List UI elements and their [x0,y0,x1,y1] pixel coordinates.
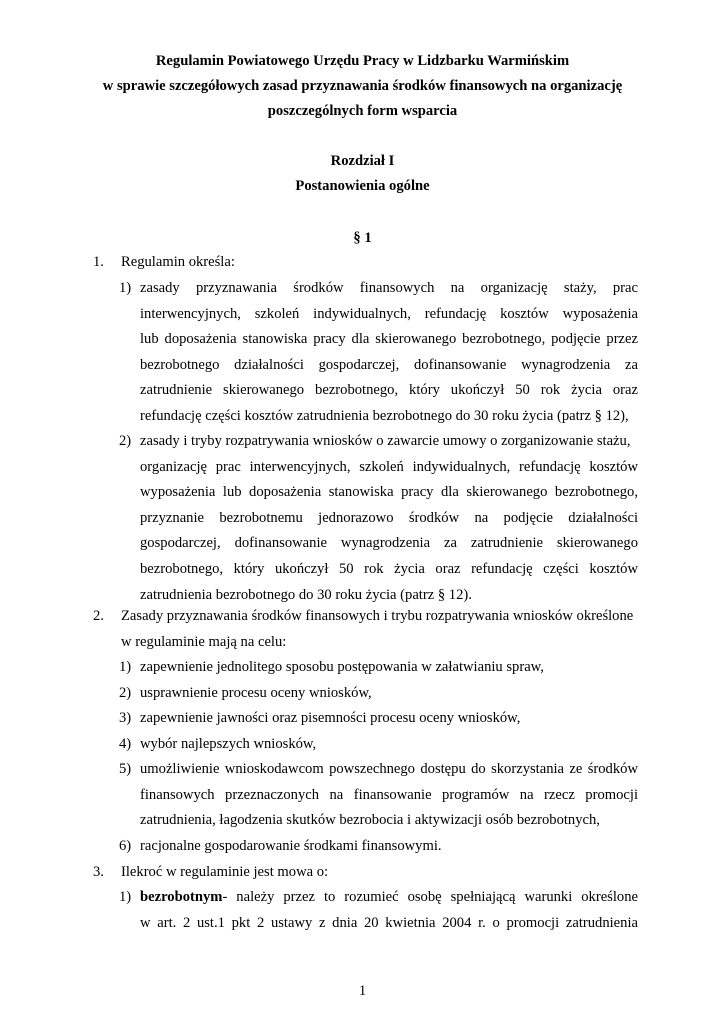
subitem-text: zapewnienie jednolitego sposobu postępowania w załatwianiu spraw, [140,659,544,675]
subitem-text: umożliwienie wnioskodawcom powszechnego dostępu do skorzystania ze środków finansowych przeznaczonych na finansowanie programów na rzecz promocji zatrudnienia, łagodzenia skutków bezrobocia i aktywizacji osób bezrobotnych, [140,761,638,829]
subitem-text: zasady przyznawania środków finansowych na organizację staży, prac interwencyjnych, szkoleń indywidualnych, refundację kosztów wyposażenia lub doposażenia stanowiska pracy dla skierowanego bezrobotnego, podjęcie przez bezrobotnego działalności gospodarczej, dofinansowanie wynagrodzenia za zatrudnienie skierowanego bezrobotnego, który ukończył 50 rok życia oraz refundację części kosztów zatrudnienia bezrobotnego do 30 roku życia (patrz § 12), [140,280,638,424]
subitem-text: zasady i tryby rozpatrywania wniosków o zawarcie umowy o zorganizowanie stażu, organizację prac interwencyjnych, szkoleń indywidualnych, refundację kosztów wyposażenia lub doposażenia stanowiska pracy dla skierowanego bezrobotnego, przyznanie bezrobotnemu jednorazowo środków na podjęcie działalności gospodarczej, dofinansowanie wynagrodzenia za zatrudnienie skierowanego bezrobotnego, który ukończył 50 rok życia oraz refundację części kosztów zatrudnienia bezrobotnego do 30 roku życia (patrz § 12). [140,433,638,603]
subitem-text: zapewnienie jawności oraz pisemności procesu oceny wniosków, [140,710,521,726]
subitem-text: usprawnienie procesu oceny wniosków, [140,685,372,701]
section-sign: § 1 [353,230,372,246]
chapter-heading [60,149,665,199]
subitem-number: 1) [119,889,132,905]
subitem-text: bezrobotnym- należy przez to rozumieć osobę spełniającą warunki określone w art. 2 ust.1 pkt 2 ustawy z dnia 20 kwietnia 2004 r. o promocji zatrudnienia [140,889,638,931]
page-number: 1 [358,983,367,999]
document-title [60,49,665,124]
item-text: Zasady przyznawania środków finansowych i trybu rozpatrywania wniosków określone w regulaminie mają na celu: [121,608,634,650]
subitem-number: 2) [119,685,132,701]
subitem-number: 5) [119,761,132,777]
subitem-number: 1) [119,659,132,675]
subitem-text: wybór najlepszych wniosków, [140,736,317,752]
subitem-number: 1) [119,280,132,296]
item-number: 3. [93,864,104,880]
subitem-number: 3) [119,710,132,726]
chapter-number: Rozdział I [330,153,395,169]
item-number: 1. [93,254,104,270]
subitem-text: racjonalne gospodarowanie środkami finansowymi. [140,838,442,854]
subitem-number: 4) [119,736,132,752]
title-line-1: Regulamin Powiatowego Urzędu Pracy w Lidzbarku Warmińskim [155,53,570,69]
item-text: Ilekroć w regulaminie jest mowa o: [121,864,329,880]
subitem-number: 2) [119,433,132,449]
item-number: 2. [93,608,104,624]
item-text: Regulamin określa: [121,254,235,270]
title-line-2: w sprawie szczegółowych zasad przyznawania środków finansowych na organizację [102,78,623,94]
section-heading [60,226,665,251]
subitem-number: 6) [119,838,132,854]
chapter-title: Postanowienia ogólne [295,178,430,194]
defined-term: bezrobotnym [140,889,223,905]
title-line-3: poszczególnych form wsparcia [267,103,458,119]
